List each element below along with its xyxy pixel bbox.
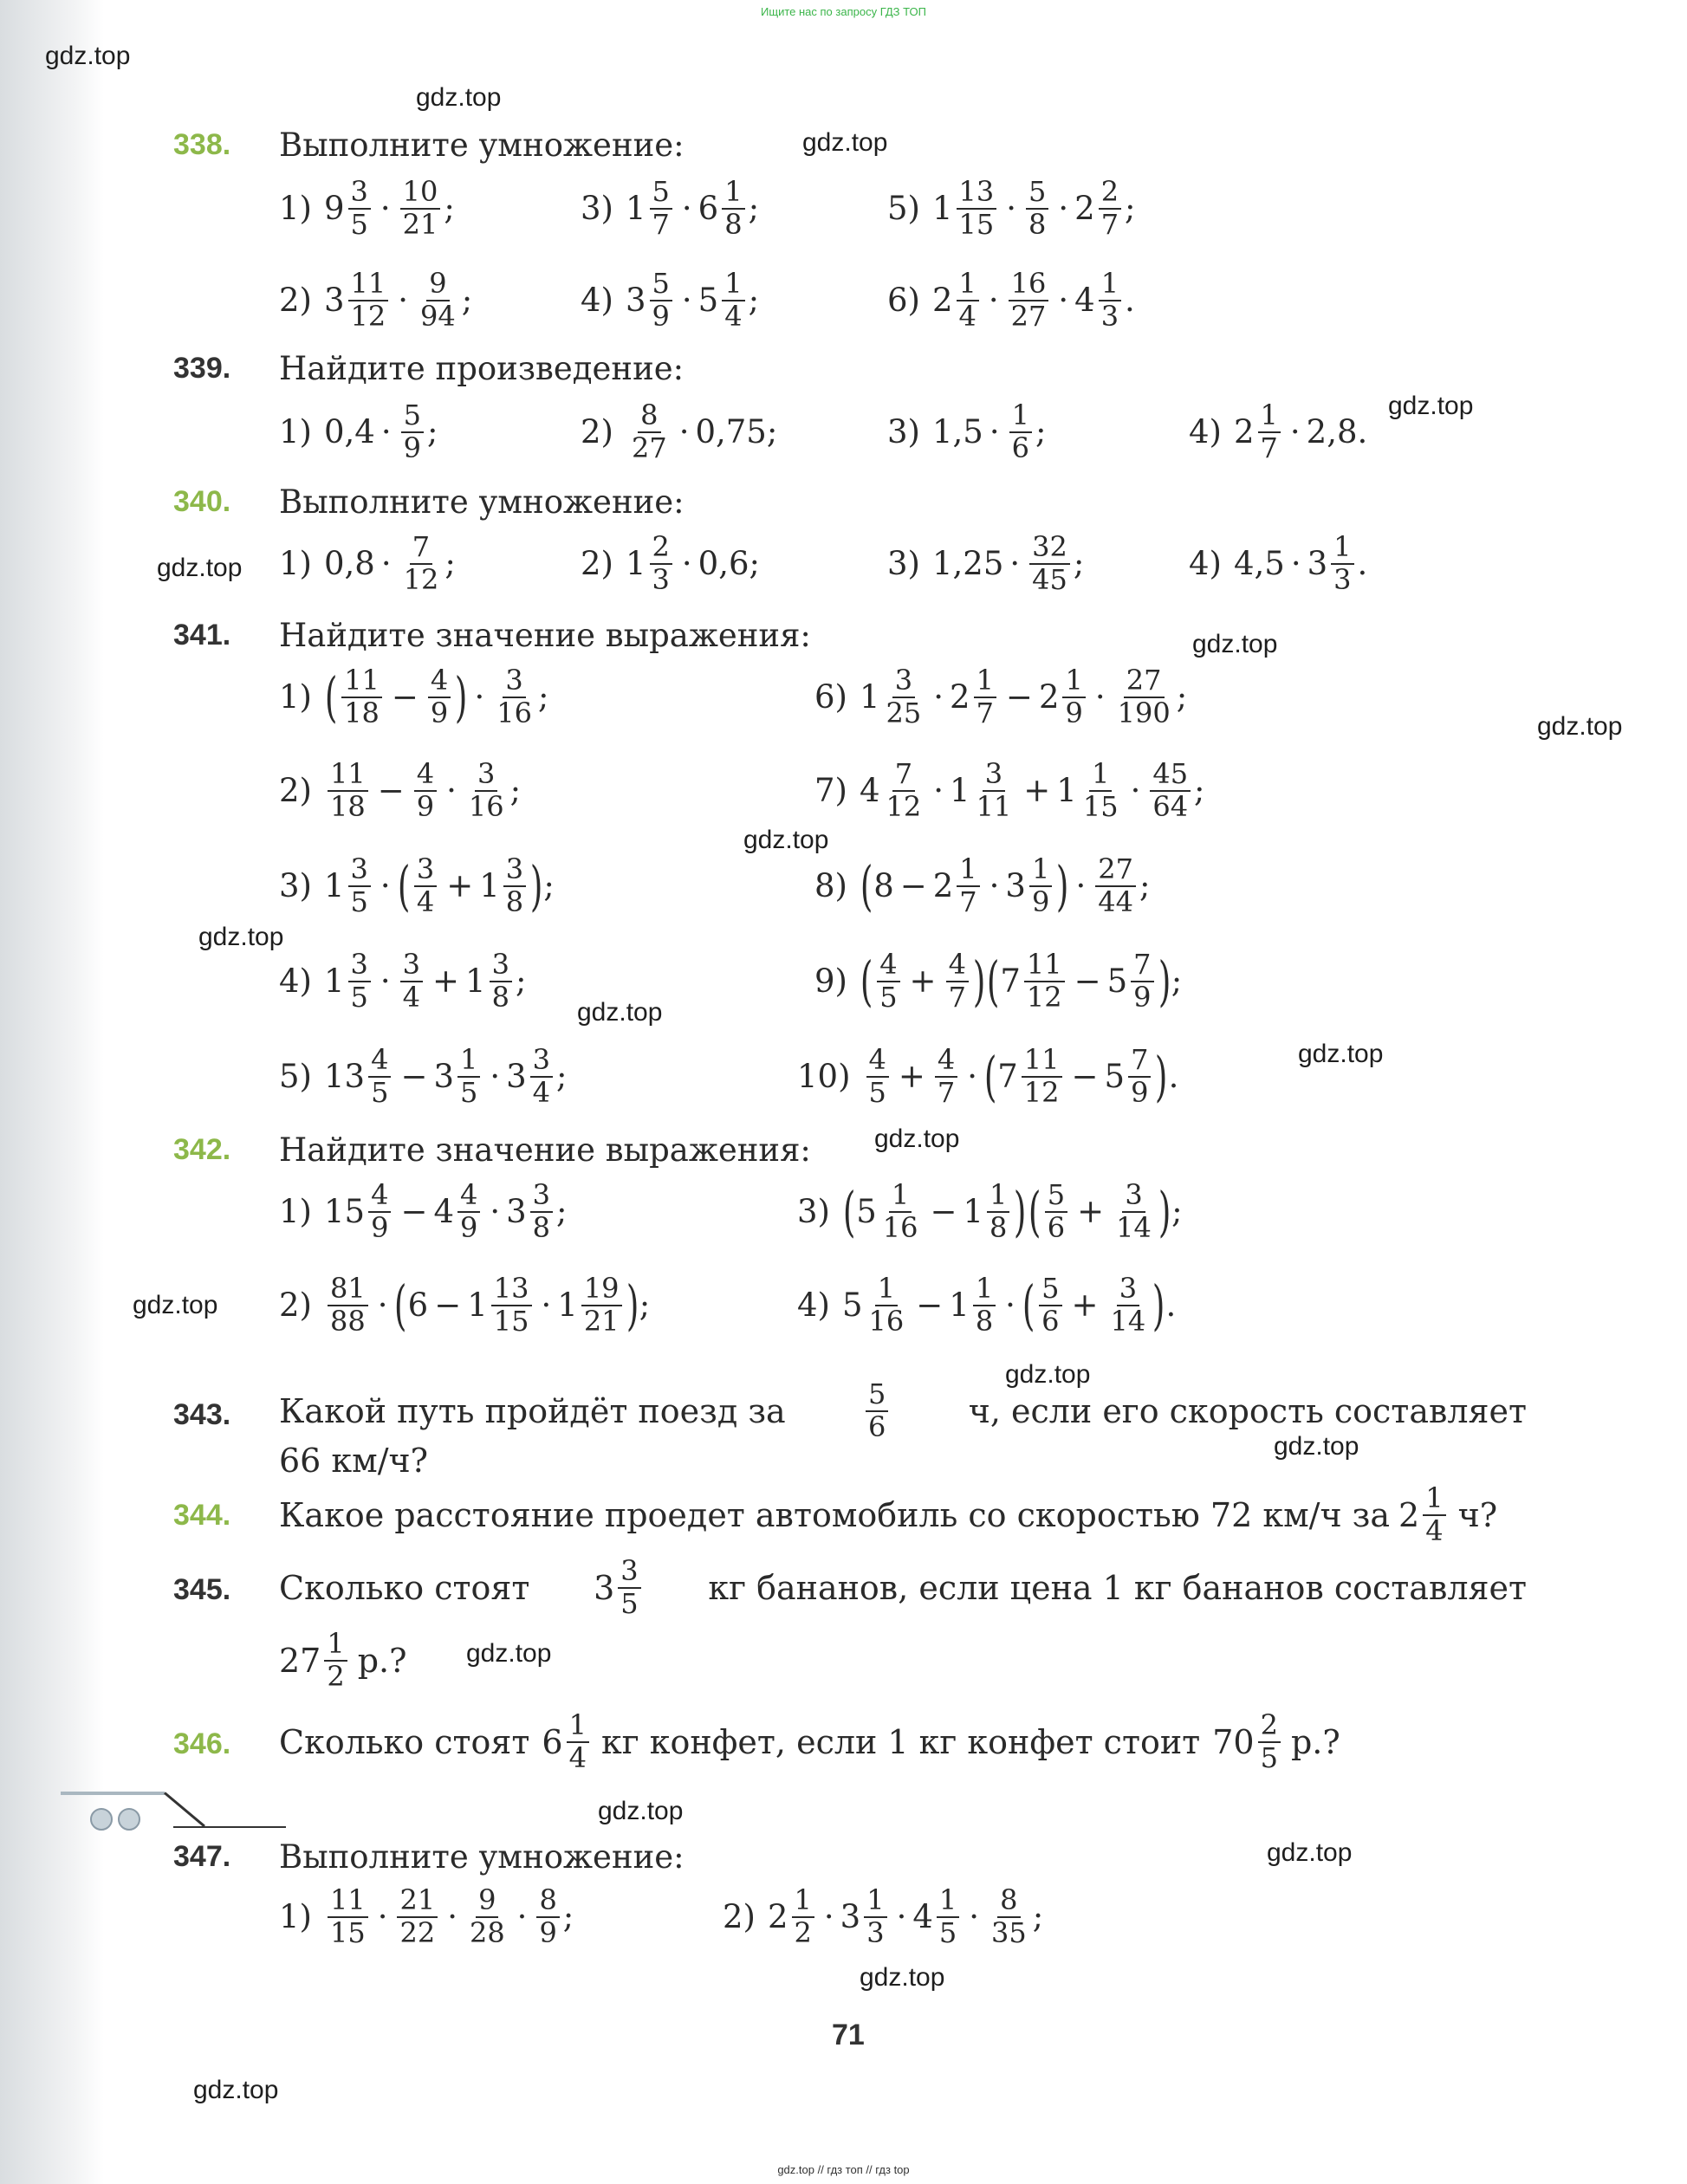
watermark: gdz.top <box>1298 1040 1384 1068</box>
problem-text: Какой путь пройдёт поезд за $\frac{5}{6}$ ч, если его скорость составляет <box>279 1377 1527 1443</box>
watermark: gdz.top <box>1267 1838 1353 1867</box>
expression: 6) 1 $\frac{3}{25}$ · 2 $\frac{1}{7}$ − 2 $\frac{1}{9}$ · $\frac{27}{190}$ ; <box>814 664 1188 729</box>
watermark: gdz.top <box>874 1124 960 1153</box>
watermark: gdz.top <box>743 826 829 854</box>
expression: 4) 4,5 · 3 $\frac{1}{3}$ . <box>1189 530 1368 596</box>
expression: 1) 0,4 · $\frac{5}{9}$ ; <box>279 399 438 464</box>
section-divider <box>61 1792 165 1795</box>
problem-text: Сколько стоят 3 $\frac{3}{5}$ кг бананов, если цена 1 кг бананов составляет <box>279 1554 1527 1620</box>
expression: 3) 1 $\frac{5}{7}$ · 6 $\frac{1}{8}$ ; <box>581 175 760 241</box>
expression: 3) 1 $\frac{3}{5}$ · ( $\frac{3}{4}$ + 1 $\frac{3}{8}$ ) ; <box>279 852 555 918</box>
problem-number: 338. <box>173 128 231 161</box>
expression: 5) 1 $\frac{13}{15}$ · $\frac{5}{8}$ · 2 $\frac{2}{7}$ ; <box>887 175 1136 241</box>
problem-number: 344. <box>173 1499 231 1532</box>
problem-title: Найдите произведение: <box>279 350 685 387</box>
expression: 2) 1 $\frac{2}{3}$ · 0,6; <box>581 530 760 596</box>
watermark: gdz.top <box>198 923 284 951</box>
problem-text: Какое расстояние проедет автомобиль со скоростью 72 км/ч за 2 $\frac{1}{4}$ ч? <box>279 1481 1498 1547</box>
problem-title: Выполните умножение: <box>279 126 685 164</box>
expression: 8) ( 8 − 2 $\frac{1}{7}$ · 3 $\frac{1}{9}$ ) · $\frac{27}{44}$ ; <box>814 852 1151 918</box>
expression: 4) 1 $\frac{3}{5}$ · $\frac{3}{4}$ + 1 $\frac{3}{8}$ ; <box>279 948 527 1014</box>
problem-title: Найдите значение выражения: <box>279 617 811 654</box>
watermark: gdz.top <box>157 554 243 582</box>
expression: 4) 3 $\frac{5}{9}$ · 5 $\frac{1}{4}$ ; <box>581 267 760 333</box>
watermark: gdz.top <box>193 2076 279 2104</box>
expression: 1) 0,8 · $\frac{7}{12}$ ; <box>279 530 456 596</box>
expression: 6) 2 $\frac{1}{4}$ · $\frac{16}{27}$ · 4 $\frac{1}{3}$ . <box>887 267 1135 333</box>
expression: 1) ( $\frac{11}{18}$ − $\frac{4}{9}$ ) · $\frac{3}{16}$ ; <box>279 664 549 729</box>
problem-number: 339. <box>173 352 231 385</box>
problem-number: 347. <box>173 1840 231 1873</box>
watermark: gdz.top <box>1274 1432 1359 1461</box>
watermark: gdz.top <box>577 998 663 1027</box>
expression: 1) 15 $\frac{4}{9}$ − 4 $\frac{4}{9}$ · 3 $\frac{3}{8}$ ; <box>279 1178 568 1244</box>
problem-number: 341. <box>173 619 231 651</box>
watermark: gdz.top <box>1537 712 1623 741</box>
problem-number: 345. <box>173 1573 231 1606</box>
problem-title: Выполните умножение: <box>279 1838 685 1876</box>
expression: 5) 13 $\frac{4}{5}$ − 3 $\frac{1}{5}$ · 3 $\frac{3}{4}$ ; <box>279 1043 568 1109</box>
section-divider <box>164 1792 205 1827</box>
watermark: gdz.top <box>598 1797 684 1825</box>
problem-number: 346. <box>173 1727 231 1760</box>
circle-icon <box>90 1808 113 1831</box>
expression: 9) ( $\frac{4}{5}$ + $\frac{4}{7}$ ) ( 7 $\frac{11}{12}$ − 5 $\frac{7}{9}$ ) ; <box>814 948 1183 1014</box>
problem-title: Выполните умножение: <box>279 483 685 521</box>
expression: 1) $\frac{11}{15}$ · $\frac{21}{22}$ · $\frac{9}{28}$ · $\frac{8}{9}$ ; <box>279 1883 574 1949</box>
watermark: gdz.top <box>1388 392 1474 420</box>
watermark: gdz.top <box>466 1639 552 1668</box>
watermark: gdz.top <box>860 1963 945 1992</box>
watermark: gdz.top <box>802 128 888 157</box>
watermark: gdz.top <box>1005 1360 1091 1389</box>
expression: 4) 2 $\frac{1}{7}$ · 2,8. <box>1189 399 1368 464</box>
problem-number: 342. <box>173 1133 231 1166</box>
expression: 3) 1,25 · $\frac{32}{45}$ ; <box>887 530 1085 596</box>
bottom-note: gdz.top // гдз топ // гдз top <box>777 2163 910 2176</box>
top-note: Ищите нас по запросу ГДЗ ТОП <box>761 5 926 18</box>
watermark: gdz.top <box>1192 630 1278 658</box>
expression: 7) 4 $\frac{7}{12}$ · 1 $\frac{3}{11}$ + 1 $\frac{1}{15}$ · $\frac{45}{64}$ ; <box>814 757 1205 823</box>
expression: 1) 9 $\frac{3}{5}$ · $\frac{10}{21}$ ; <box>279 175 455 241</box>
expression: 3) ( 5 $\frac{1}{16}$ − 1 $\frac{1}{8}$ ) ( $\frac{5}{6}$ + $\frac{3}{14}$ ) ; <box>797 1178 1183 1244</box>
problem-number: 340. <box>173 485 231 518</box>
watermark: gdz.top <box>416 83 502 112</box>
watermark: gdz.top <box>133 1291 218 1319</box>
problem-text: 66 км/ч? <box>279 1442 429 1480</box>
expression: 10) $\frac{4}{5}$ + $\frac{4}{7}$ · ( 7 $\frac{11}{12}$ − 5 $\frac{7}{9}$ ) . <box>797 1043 1179 1109</box>
expression: 4) 5 $\frac{1}{16}$ − 1 $\frac{1}{8}$ · ( $\frac{5}{6}$ + $\frac{3}{14}$ ) . <box>797 1272 1177 1338</box>
section-divider <box>173 1826 286 1828</box>
problem-title: Найдите значение выражения: <box>279 1131 811 1169</box>
expression: 2) 2 $\frac{1}{2}$ · 3 $\frac{1}{3}$ · 4 $\frac{1}{5}$ · $\frac{8}{35}$ ; <box>723 1883 1044 1949</box>
problem-number: 343. <box>173 1398 231 1431</box>
expression: 3) 1,5 · $\frac{1}{6}$ ; <box>887 399 1047 464</box>
expression: 2) $\frac{81}{88}$ · ( 6 − 1 $\frac{13}{15}$ · 1 $\frac{19}{21}$ ) ; <box>279 1272 651 1338</box>
circle-icon <box>118 1808 140 1831</box>
problem-text: Сколько стоят 6 $\frac{1}{4}$ кг конфет, если 1 кг конфет стоит 70 $\frac{2}{5}$ р.? <box>279 1708 1340 1774</box>
page-edge-shadow <box>0 0 104 2184</box>
expression: 2) 3 $\frac{11}{12}$ · $\frac{9}{94}$ ; <box>279 267 473 333</box>
page-number: 71 <box>832 2019 865 2051</box>
expression: 2) $\frac{8}{27}$ · 0,75; <box>581 399 778 464</box>
watermark: gdz.top <box>45 42 131 70</box>
problem-text: 27 $\frac{1}{2}$ р.? <box>279 1627 407 1693</box>
expression: 2) $\frac{11}{18}$ − $\frac{4}{9}$ · $\frac{3}{16}$ ; <box>279 757 522 823</box>
